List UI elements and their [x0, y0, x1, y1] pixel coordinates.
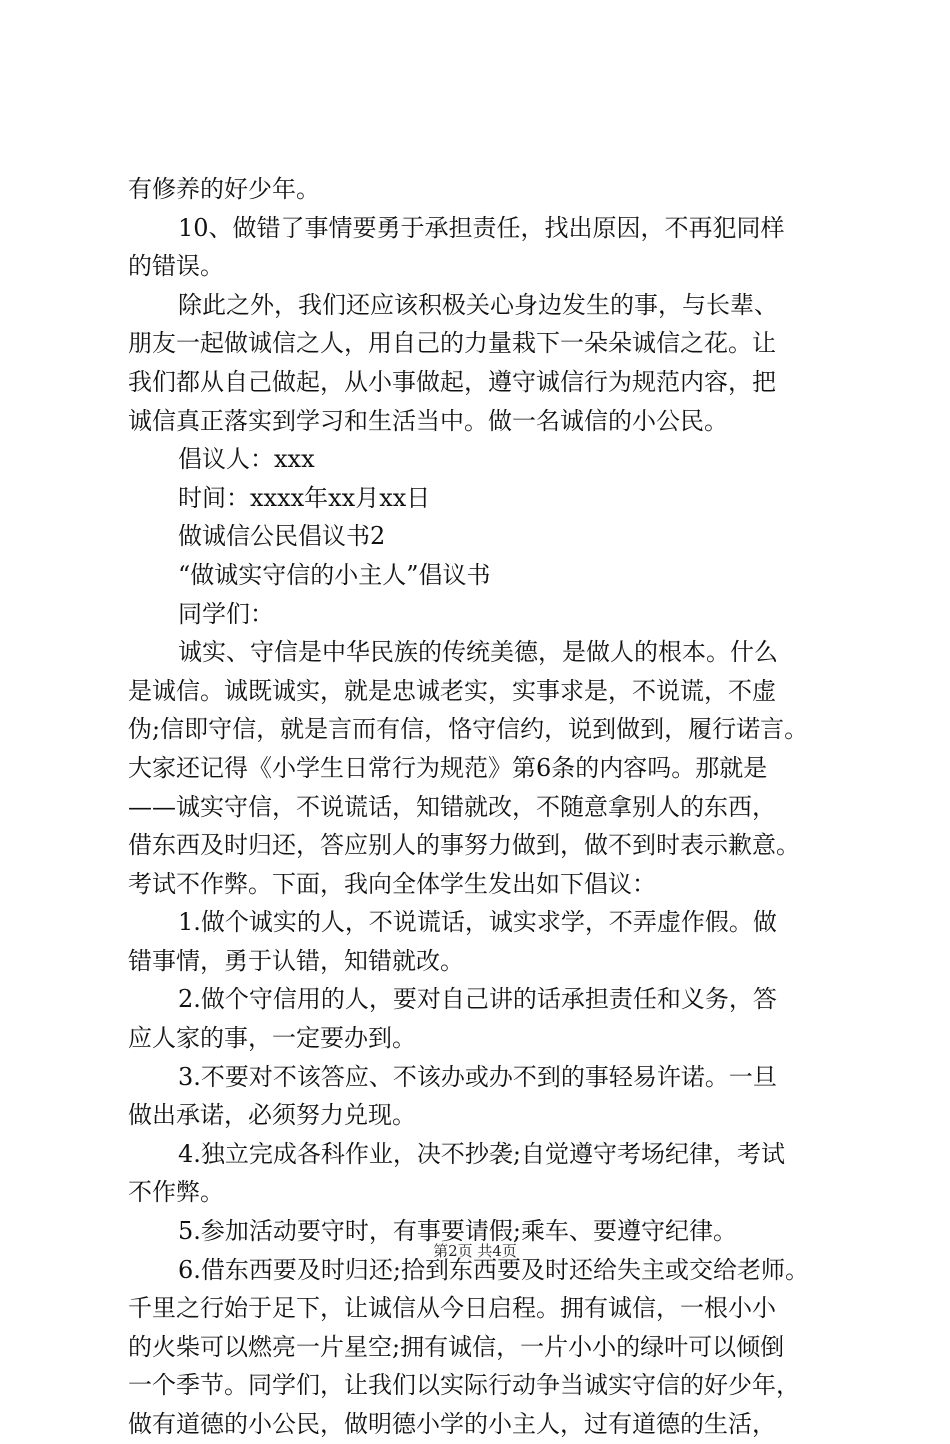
text-line: “做诚实守信的小主人”倡议书 — [178, 560, 491, 589]
text-line: 10、做错了事情要勇于承担责任，找出原因，不再犯同样 — [178, 213, 785, 242]
text-line: 时间：xxxx年xx月xx日 — [178, 483, 431, 512]
text-line: ——诚实守信，不说谎话，知错就改，不随意拿别人的东西， — [128, 792, 776, 821]
text-line: 3.不要对不该答应、不该办或办不到的事轻易许诺。一旦 — [178, 1062, 777, 1091]
text-line: 诚实、守信是中华民族的传统美德，是做人的根本。什么 — [178, 638, 778, 667]
text-line: 的火柴可以燃亮一片星空;拥有诚信，一片小小的绿叶可以倾倒 — [128, 1332, 785, 1361]
text-line: 伪;信即守信，就是言而有信，恪守信约，说到做到，履行诺言。 — [128, 715, 809, 744]
text-line: 我们都从自己做起，从小事做起，遵守诚信行为规范内容，把 — [128, 367, 776, 396]
text-line: 考试不作弊。下面，我向全体学生发出如下倡议： — [128, 869, 656, 898]
text-line: 做有道德的小公民，做明德小学的小主人，过有道德的生活， — [128, 1410, 776, 1438]
text-line: 4.独立完成各科作业，决不抄袭;自觉遵守考场纪律，考试 — [178, 1139, 785, 1168]
text-line: 2.做个守信用的人，要对自己讲的话承担责任和义务，答 — [178, 985, 777, 1014]
text-line: 有修养的好少年。 — [128, 175, 320, 203]
text-line: 错事情，勇于认错，知错就改。 — [128, 946, 464, 975]
text-line: 1.做个诚实的人，不说谎话，诚实求学，不弄虚作假。做 — [178, 908, 777, 937]
text-line: 做出承诺，必须努力兑现。 — [128, 1101, 416, 1130]
text-line: 做诚信公民倡议书2 — [178, 522, 386, 551]
text-line: 倡议人：xxx — [178, 445, 315, 474]
text-line: 5.参加活动要守时，有事要请假;乘车、要遵守纪律。 — [178, 1217, 737, 1246]
page-footer: 第2页 共4页 — [433, 1242, 517, 1260]
text-line: 的错误。 — [128, 252, 224, 281]
text-line: 除此之外，我们还应该积极关心身边发生的事，与长辈、 — [178, 290, 778, 319]
text-line: 大家还记得《小学生日常行为规范》第6条的内容吗。那就是 — [128, 753, 768, 782]
text-line: 应人家的事，一定要办到。 — [128, 1024, 416, 1053]
text-line: 一个季节。同学们，让我们以实际行动争当诚实守信的好少年， — [128, 1371, 800, 1400]
text-line: 同学们： — [178, 599, 274, 628]
text-line: 6.借东西要及时归还;拾到东西要及时还给失主或交给老师。 — [178, 1255, 809, 1284]
text-line: 诚信真正落实到学习和生活当中。做一名诚信的小公民。 — [128, 406, 728, 435]
text-line: 是诚信。诚既诚实，就是忠诚老实，实事求是，不说谎，不虚 — [128, 676, 776, 705]
text-line: 借东西及时归还，答应别人的事努力做到，做不到时表示歉意。 — [128, 831, 800, 860]
text-line: 不作弊。 — [128, 1178, 224, 1207]
text-line: 千里之行始于足下，让诚信从今日启程。拥有诚信，一根小小 — [128, 1294, 776, 1323]
text-line: 朋友一起做诚信之人，用自己的力量栽下一朵朵诚信之花。让 — [128, 329, 776, 358]
